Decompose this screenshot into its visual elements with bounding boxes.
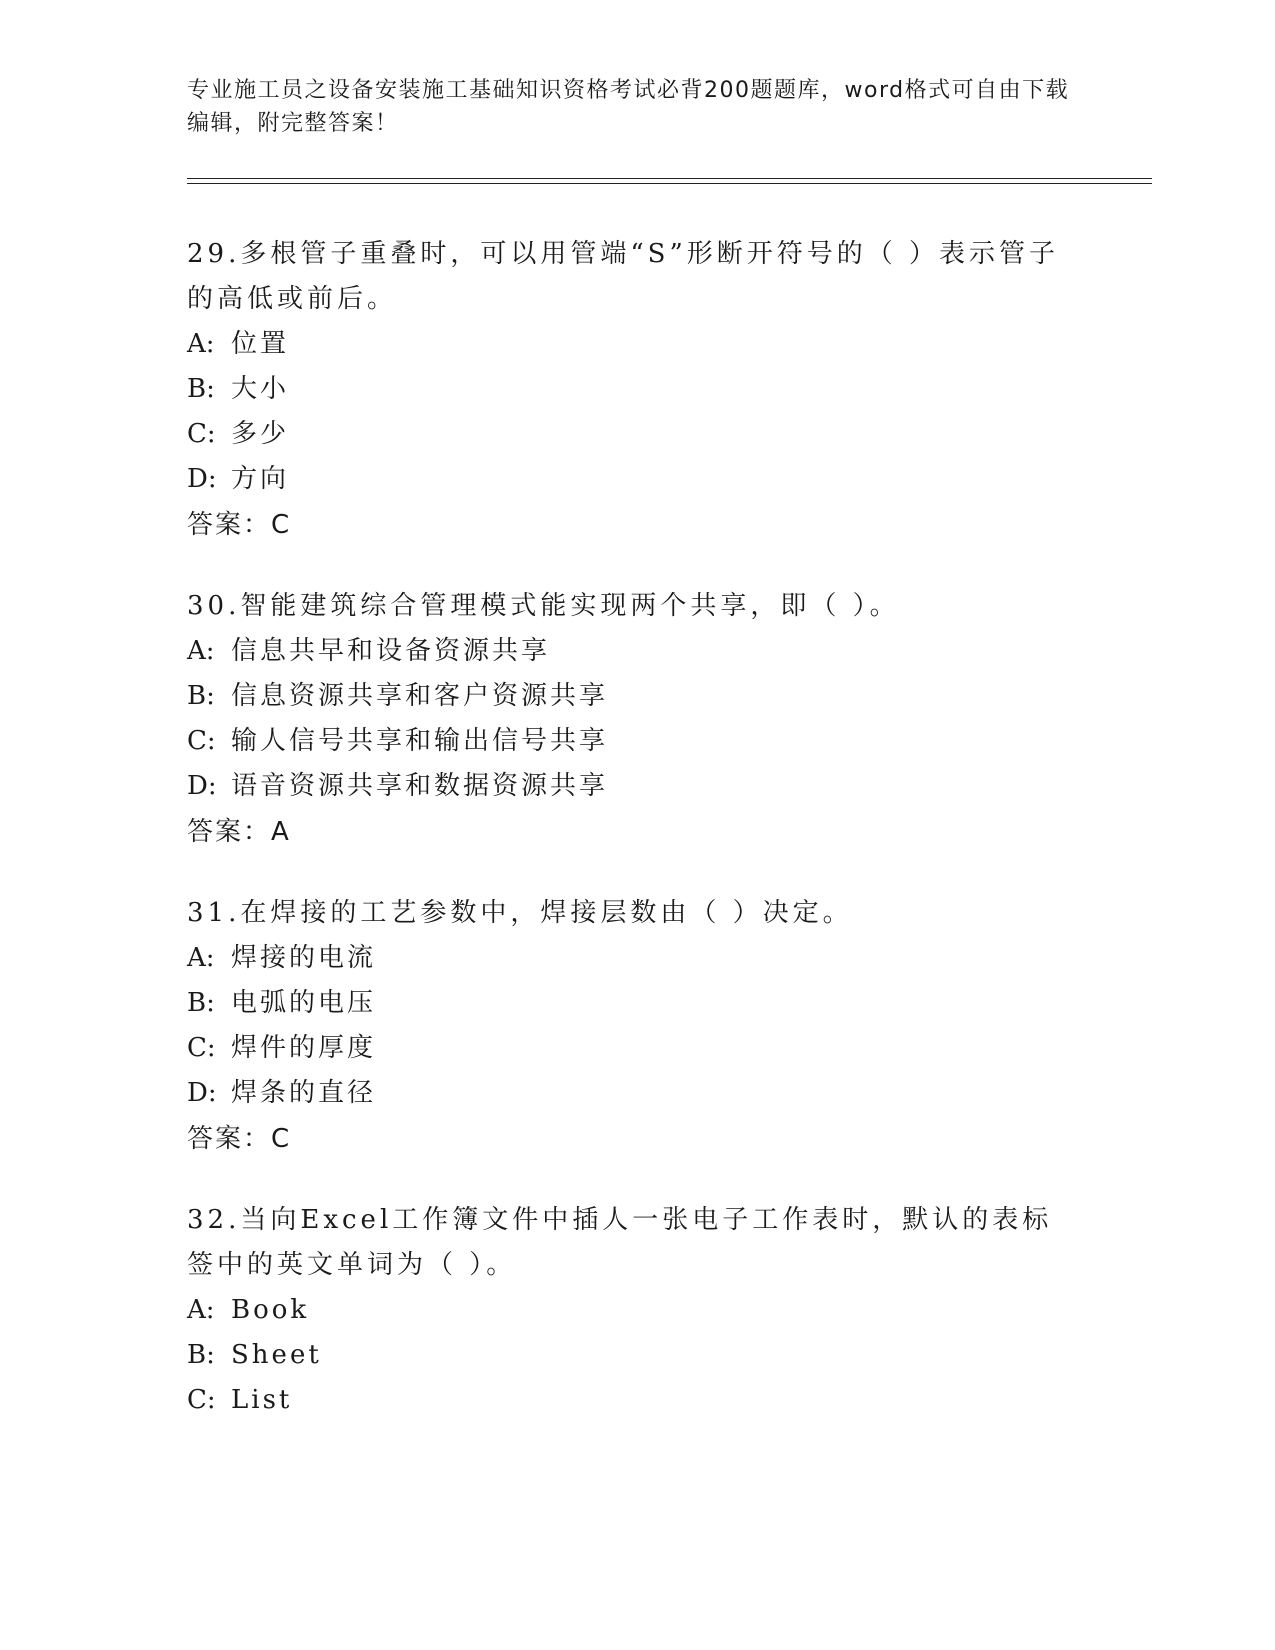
option-label: A: — [187, 329, 215, 359]
option-a — [187, 936, 1087, 981]
answer-line: 答案：C — [187, 510, 292, 540]
option-b — [187, 367, 1087, 412]
header-divider-bottom — [187, 183, 1152, 184]
question-stem: 32.当向Excel工作簿文件中插人一张电子工作表时，默认的表标签中的英文单词为（ ）。 — [187, 1205, 1053, 1280]
answer-line: 答案：C — [187, 1124, 292, 1154]
option-text: Sheet — [231, 1340, 322, 1370]
option-b — [187, 674, 1087, 719]
option-text: 信息共早和设备资源共享 — [231, 636, 551, 666]
option-label: C: — [187, 726, 216, 756]
question-30 — [187, 584, 1087, 855]
option-label: D: — [187, 464, 217, 494]
option-text: 位置 — [231, 329, 290, 359]
option-label: B: — [187, 1340, 215, 1370]
option-label: C: — [187, 419, 216, 449]
option-label: D: — [187, 771, 217, 801]
question-32 — [187, 1198, 1087, 1423]
option-label: A: — [187, 943, 215, 973]
document-header: 专业施工员之设备安装施工基础知识资格考试必背200题题库，word格式可自由下载编辑，附完整答案！ — [187, 78, 1070, 136]
option-text: 信息资源共享和客户资源共享 — [231, 681, 609, 711]
option-label: C: — [187, 1033, 216, 1063]
option-text: 语音资源共享和数据资源共享 — [231, 771, 609, 801]
question-list — [187, 232, 1087, 1459]
option-text: 方向 — [231, 464, 290, 494]
option-text: 输人信号共享和输出信号共享 — [231, 726, 609, 756]
option-label: D: — [187, 1078, 217, 1108]
option-c — [187, 1378, 1087, 1423]
question-stem: 29.多根管子重叠时，可以用管端“S”形断开符号的（ ）表示管子的高低或前后。 — [187, 239, 1060, 314]
option-text: Book — [231, 1295, 310, 1325]
option-a — [187, 1288, 1087, 1333]
option-text: 大小 — [231, 374, 290, 404]
option-a — [187, 629, 1087, 674]
option-d — [187, 1071, 1087, 1116]
option-text: 多少 — [231, 419, 290, 449]
question-29 — [187, 232, 1087, 548]
option-text: 焊件的厚度 — [231, 1033, 377, 1063]
option-text: 焊条的直径 — [231, 1078, 377, 1108]
question-stem: 31.在焊接的工艺参数中，焊接层数由（ ）决定。 — [187, 898, 853, 928]
option-label: B: — [187, 681, 215, 711]
answer-line: 答案：A — [187, 817, 291, 847]
option-text: List — [231, 1385, 293, 1415]
option-label: A: — [187, 636, 215, 666]
option-c — [187, 412, 1087, 457]
option-c — [187, 1026, 1087, 1071]
option-a — [187, 322, 1087, 367]
question-31 — [187, 891, 1087, 1162]
header-divider-top — [187, 178, 1152, 179]
option-text: 电弧的电压 — [231, 988, 377, 1018]
option-label: B: — [187, 988, 215, 1018]
question-stem: 30.智能建筑综合管理模式能实现两个共享，即（ ）。 — [187, 591, 900, 621]
option-c — [187, 719, 1087, 764]
option-d — [187, 764, 1087, 809]
option-b — [187, 981, 1087, 1026]
option-label: B: — [187, 374, 215, 404]
option-label: C: — [187, 1385, 216, 1415]
option-b — [187, 1333, 1087, 1378]
option-label: A: — [187, 1295, 215, 1325]
option-d — [187, 457, 1087, 502]
option-text: 焊接的电流 — [231, 943, 377, 973]
